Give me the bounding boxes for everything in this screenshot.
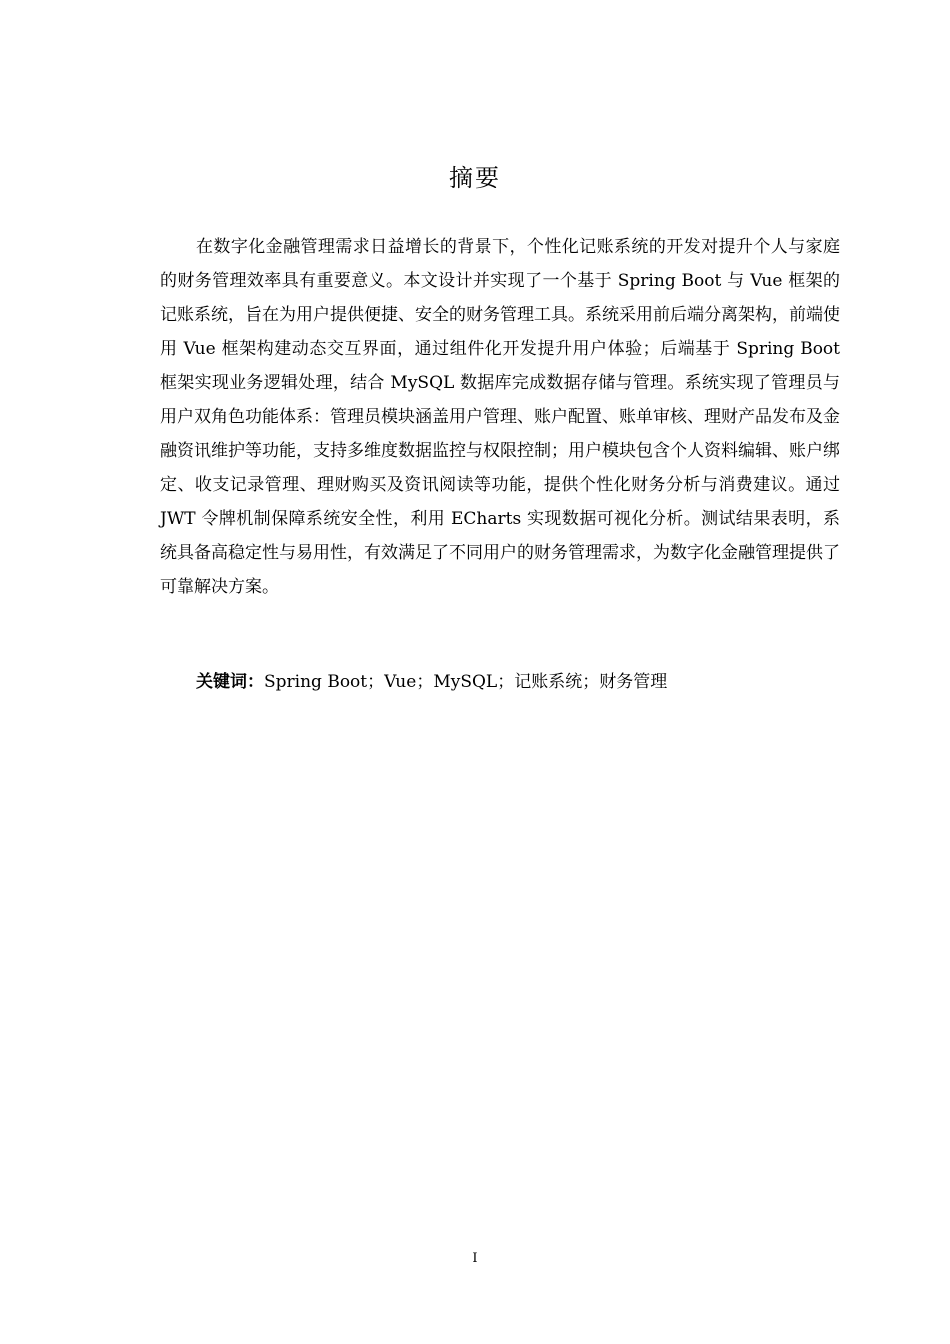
page-title: 摘要 [449, 164, 501, 192]
keywords-label: 关键词： [196, 672, 264, 692]
page-number: I [472, 1251, 478, 1266]
abstract-paragraph: 在数字化金融管理需求日益增长的背景下，个性化记账系统的开发对提升个人与家庭的财务管理效率具有重要意义。本文设计并实现了一个基于 Spring Boot 与 Vue 框架的记账系统，旨在为用户提供便捷、安全的财务管理工具。系统采用前后端分离架构，前端使用 Vue 框架构建动态交互界面，通过组件化开发提升用户体验；后端基于 Spring Boot 框架实现业务逻辑处理，结合 MySQL 数据库完成数据存储与管理。系统实现了管理员与用户双角色功能体系：管理员模块涵盖用户管理、账户配置、账单审核、理财产品发布及金融资讯维护等功能，支持多维度数据监控与权限控制；用户模块包含个人资料编辑、账户绑定、收支记录管理、理财购买及资讯阅读等功能，提供个性化财务分析与消费建议。通过 JWT 令牌机制保障系统安全性，利用 ECharts 实现数据可视化分析。测试结果表明，系统具备高稳定性与易用性，有效满足了不同用户的财务管理需求，为数字化金融管理提供了可靠解决方案。 [160, 237, 840, 597]
keywords-text: Spring Boot；Vue；MySQL；记账系统；财务管理 [264, 672, 668, 692]
keywords-line [196, 667, 667, 697]
